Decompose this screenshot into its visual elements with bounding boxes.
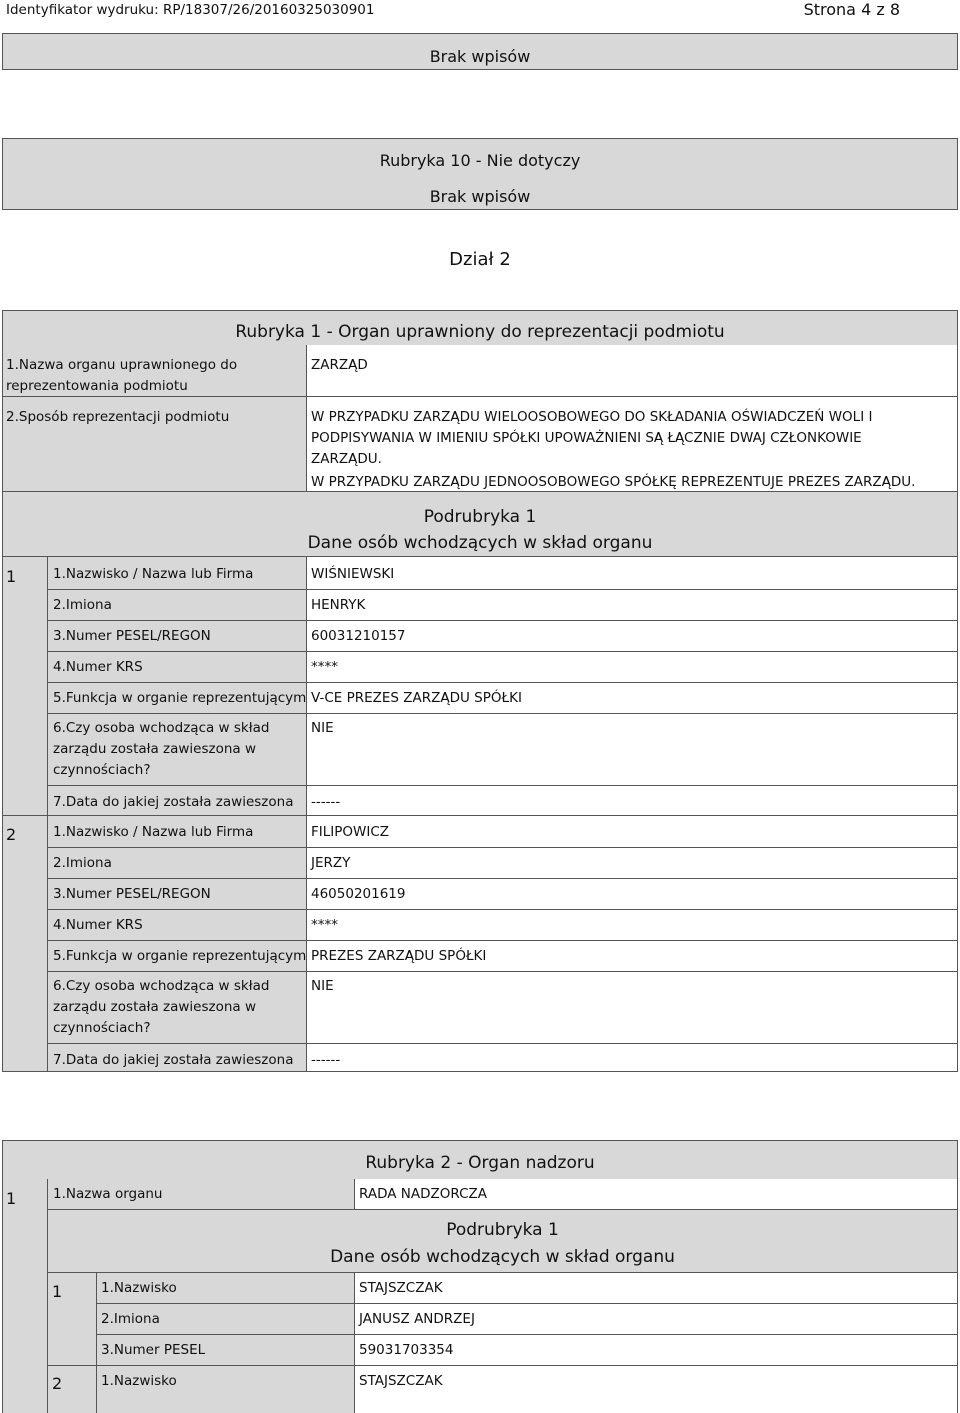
row-divider: [48, 682, 957, 683]
column-divider: [354, 1273, 355, 1413]
person-2-zawieszona-value: NIE: [311, 978, 334, 994]
row-divider: [48, 847, 957, 848]
person-divider: [48, 1365, 957, 1366]
person-1-funkcja-value: V-CE PREZES ZARZĄDU SPÓŁKI: [311, 690, 522, 706]
nadzor-person-1-nazwisko-value: STAJSZCZAK: [359, 1280, 443, 1296]
podrubryka-2-subtitle: Dane osób wchodzących w skład organu: [330, 1247, 675, 1267]
nadzor-person-1-pesel-value: 59031703354: [359, 1342, 454, 1358]
row-divider: [48, 878, 957, 879]
sposob-reprezentacji-label: 2.Sposób reprezentacji podmiotu: [6, 409, 230, 425]
person-2-funkcja-value: PREZES ZARZĄDU SPÓŁKI: [311, 948, 487, 964]
person-2-imiona-value: JERZY: [311, 855, 351, 871]
person-2-pesel-label: 3.Numer PESEL/REGON: [53, 886, 211, 902]
person-2-krs-label: 4.Numer KRS: [53, 917, 143, 933]
row-divider: [48, 1043, 957, 1044]
rubryka-1-title: Rubryka 1 - Organ uprawniony do reprezentacji podmiotu: [235, 322, 725, 342]
rubryka-2-number-column: [3, 1179, 47, 1413]
podrubryka-subtitle: Dane osób wchodzących w skład organu: [307, 533, 653, 553]
column-divider: [306, 557, 307, 815]
nadzor-person-2-nazwisko-label: 1.Nazwisko: [101, 1373, 177, 1389]
nadzor-person-1-pesel-label: 3.Numer PESEL: [101, 1342, 206, 1358]
person-1-imiona-value: HENRYK: [311, 597, 366, 613]
person-1-imiona-label: 2.Imiona: [53, 597, 112, 613]
person-1-pesel-label: 3.Numer PESEL/REGON: [53, 628, 211, 644]
person-2-nazwisko-value: FILIPOWICZ: [311, 824, 390, 840]
sposob-reprezentacji-value-1: W PRZYPADKU ZARZĄDU WIELOOSOBOWEGO DO SKŁADANIA OŚWIADCZEŃ WOLI I PODPISYWANIA W IMIENIU SPÓŁKI UPOWAŻNIENI SĄ ŁĄCZNIE DWAJ CZŁONKOWIE ZARZĄDU.: [311, 409, 873, 467]
print-identifier: Identyfikator wydruku: RP/18307/26/20160325030901: [6, 2, 375, 18]
podrubryka-title: Podrubryka 1: [423, 507, 537, 527]
rubryka-10-title: Rubryka 10 - Nie dotyczy: [379, 151, 581, 170]
row-divider: [48, 940, 957, 941]
person-1-nazwisko-value: WIŚNIEWSKI: [311, 566, 395, 582]
person-2-funkcja-label: 5.Funkcja w organie reprezentującym: [53, 948, 307, 964]
section-title: Dział 2: [449, 249, 511, 270]
row-divider: [97, 1303, 957, 1304]
nadzor-person-1-imiona-value: JANUSZ ANDRZEJ: [359, 1311, 475, 1327]
person-2-number: 2: [6, 825, 17, 844]
row-divider: [48, 971, 957, 972]
person-2-zawieszona-label: 6.Czy osoba wchodząca w skład zarządu została zawieszona w czynnościach?: [53, 978, 270, 1036]
person-1-nazwisko-label: 1.Nazwisko / Nazwa lub Firma: [53, 566, 254, 582]
row-divider: [48, 589, 957, 590]
sposob-reprezentacji-value-2: W PRZYPADKU ZARZĄDU JEDNOOSOBOWEGO SPÓŁKĘ REPREZENTUJE PREZES ZARZĄDU.: [311, 474, 916, 490]
row-divider: [48, 785, 957, 786]
nazwa-organu-label: 1.Nazwa organu uprawnionego do reprezentowania podmiotu: [6, 357, 238, 394]
person-1-number: 1: [6, 567, 17, 586]
nadzor-person-2-nazwisko-value: STAJSZCZAK: [359, 1373, 443, 1389]
person-2-nazwisko-label: 1.Nazwisko / Nazwa lub Firma: [53, 824, 254, 840]
nadzor-person-1-number: 1: [52, 1282, 63, 1301]
nazwa-organu-value: ZARZĄD: [311, 357, 368, 373]
column-divider: [306, 345, 307, 491]
rubryka-2-title: Rubryka 2 - Organ nadzoru: [365, 1153, 595, 1173]
row-divider: [48, 713, 957, 714]
person-1-krs-value: ****: [311, 659, 338, 675]
page-number: Strona 4 z 8: [803, 0, 900, 19]
rubryka-10-empty-text: Brak wpisów: [429, 187, 531, 206]
nadzor-person-1-nazwisko-label: 1.Nazwisko: [101, 1280, 177, 1296]
row-divider: [3, 396, 957, 397]
row-divider: [48, 620, 957, 621]
person-1-data-value: ------: [311, 794, 341, 810]
row-divider: [97, 1334, 957, 1335]
row-divider: [48, 651, 957, 652]
person-1-funkcja-label: 5.Funkcja w organie reprezentującym: [53, 690, 307, 706]
person-2-data-label: 7.Data do jakiej została zawieszona: [53, 1052, 294, 1068]
nazwa-organu-nadzoru-label: 1.Nazwa organu: [53, 1186, 163, 1202]
person-2-imiona-label: 2.Imiona: [53, 855, 112, 871]
person-1-krs-label: 4.Numer KRS: [53, 659, 143, 675]
column-divider: [306, 816, 307, 1071]
person-1-data-label: 7.Data do jakiej została zawieszona: [53, 794, 294, 810]
row-divider: [48, 909, 957, 910]
person-2-data-value: ------: [311, 1052, 341, 1068]
nazwa-organu-nadzoru-value: RADA NADZORCZA: [359, 1186, 487, 1202]
person-1-zawieszona-label: 6.Czy osoba wchodząca w skład zarządu została zawieszona w czynnościach?: [53, 720, 270, 778]
person-1-pesel-value: 60031210157: [311, 628, 406, 644]
person-1-zawieszona-value: NIE: [311, 720, 334, 736]
person-number-column: [3, 557, 47, 1071]
nadzor-person-2-number: 2: [52, 1374, 63, 1393]
person-2-krs-value: ****: [311, 917, 338, 933]
column-divider: [354, 1179, 355, 1209]
empty-entries-text: Brak wpisów: [429, 47, 531, 66]
podrubryka-2-title: Podrubryka 1: [446, 1220, 559, 1240]
person-2-pesel-value: 46050201619: [311, 886, 406, 902]
rubryka-2-number: 1: [6, 1189, 17, 1208]
nadzor-person-1-imiona-label: 2.Imiona: [101, 1311, 160, 1327]
